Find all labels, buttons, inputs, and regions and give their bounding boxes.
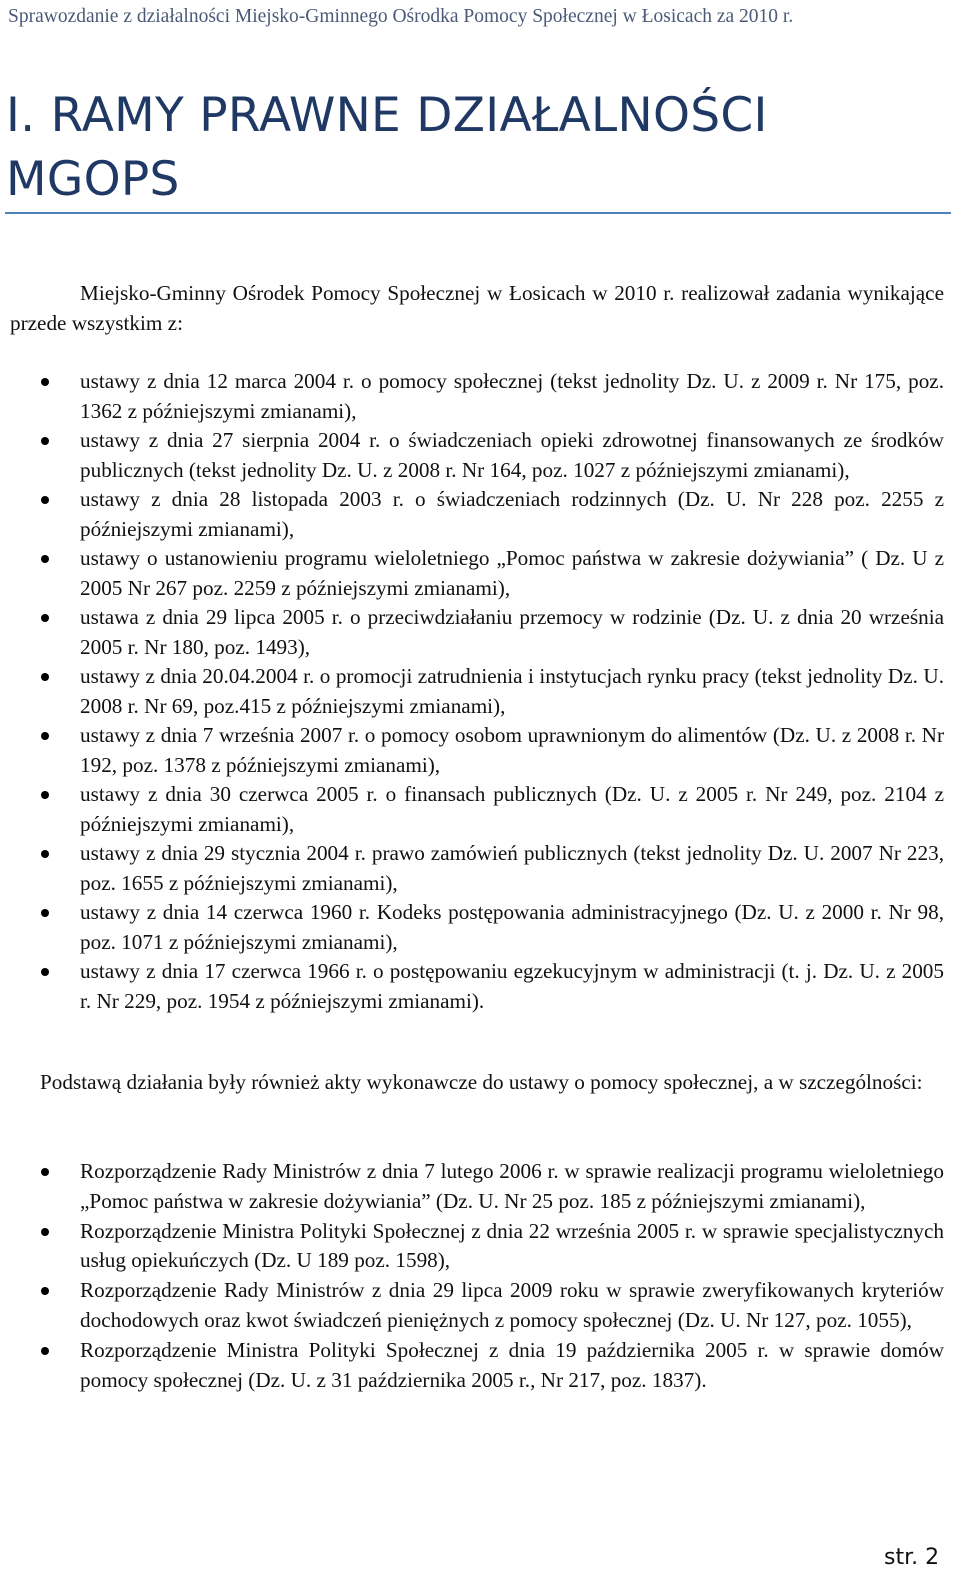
bullet-icon: [41, 1347, 49, 1355]
list-item-text: Rozporządzenie Rady Ministrów z dnia 29 lipca 2009 roku w sprawie zweryfikowanych kryteriów dochodowych oraz kwot świadczeń pieniężnych z pomocy społecznej (Dz. U. Nr 127, poz. 1055),: [80, 1278, 944, 1332]
list-item-text: ustawy z dnia 20.04.2004 r. o promocji zatrudnienia i instytucjach rynku pracy (tekst jednolity Dz. U. 2008 r. Nr 69, poz.415 z późniejszymi zmianami),: [80, 664, 944, 718]
list-item: [0, 1217, 944, 1277]
list-item-text: Rozporządzenie Rady Ministrów z dnia 7 lutego 2006 r. w sprawie realizacji programu wieloletniego „Pomoc państwa w zakresie dożywiania” (Dz. U. Nr 25 poz. 185 z późniejszymi zmianami),: [80, 1159, 944, 1213]
list-item: [0, 544, 944, 603]
list-item-text: ustawy z dnia 30 czerwca 2005 r. o finansach publicznych (Dz. U. z 2005 r. Nr 249, poz. 2104 z późniejszymi zmianami),: [80, 782, 944, 836]
bullet-icon: [41, 791, 49, 799]
list-item: [0, 780, 944, 839]
title-divider: [5, 212, 951, 214]
list-item-text: ustawy z dnia 12 marca 2004 r. o pomocy społecznej (tekst jednolity Dz. U. z 2009 r. Nr 175, poz. 1362 z późniejszymi zmianami),: [80, 369, 944, 423]
bullet-icon: [41, 732, 49, 740]
list-item: [0, 1336, 944, 1396]
list-item-text: Rozporządzenie Ministra Polityki Społecznej z dnia 22 września 2005 r. w sprawie specjalistycznych usług opiekuńczych (Dz. U 189 poz. 1598),: [80, 1218, 944, 1273]
list-item: [0, 839, 944, 898]
list-item-text: ustawy z dnia 17 czerwca 1966 r. o postępowaniu egzekucyjnym w administracji (t. j. Dz. U. z 2005 r. Nr 229, poz. 1954 z późniejszymi zmianami).: [80, 959, 944, 1013]
bullet-icon: [41, 673, 49, 681]
list-item-text: Rozporządzenie Ministra Polityki Społecznej z dnia 19 października 2005 r. w sprawie domów pomocy społecznej (Dz. U. z 31 października 2005 r., Nr 217, poz. 1837).: [80, 1337, 944, 1392]
list-item: [0, 1276, 944, 1336]
list-item-text: ustawy o ustanowieniu programu wieloletniego „Pomoc państwa w zakresie dożywiania” ( Dz. U z 2005 Nr 267 poz. 2259 z późniejszymi zmianami),: [80, 546, 944, 600]
bullet-icon: [41, 1228, 49, 1236]
bullet-icon: [41, 850, 49, 858]
list-item-text: ustawy z dnia 7 września 2007 r. o pomocy osobom uprawnionym do alimentów (Dz. U. z 2008 r. Nr 192, poz. 1378 z późniejszymi zmianami),: [80, 723, 944, 777]
list-item: [0, 898, 944, 957]
acts-paragraph: Podstawą działania były również akty wykonawcze do ustawy o pomocy społecznej, a w szczególności:: [40, 1070, 923, 1094]
bullet-icon: [41, 1168, 49, 1176]
bullet-icon: [41, 496, 49, 504]
page-header: Sprawozdanie z działalności Miejsko-Gminnego Ośrodka Pomocy Społecznej w Łosicach za 2010 r.: [8, 6, 794, 27]
bullet-icon: [41, 968, 49, 976]
bullet-icon: [41, 1287, 49, 1295]
bullet-icon: [41, 437, 49, 445]
regulations-list: [0, 1157, 944, 1395]
list-item: [0, 1157, 944, 1217]
list-item: [0, 426, 944, 485]
list-item-text: ustawa z dnia 29 lipca 2005 r. o przeciwdziałaniu przemocy w rodzinie (Dz. U. z dnia 20 września 2005 r. Nr 180, poz. 1493),: [80, 605, 944, 659]
bullet-icon: [41, 614, 49, 622]
bullet-icon: [41, 378, 49, 386]
laws-list: [0, 367, 944, 1016]
list-item: [0, 367, 944, 426]
list-item: [0, 662, 944, 721]
bullet-icon: [41, 555, 49, 563]
list-item: [0, 603, 944, 662]
list-item-text: ustawy z dnia 27 sierpnia 2004 r. o świadczeniach opieki zdrowotnej finansowanych ze środków publicznych (tekst jednolity Dz. U. z 2008 r. Nr 164, poz. 1027 z późniejszymi zmianami),: [80, 428, 944, 482]
list-item: [0, 957, 944, 1016]
intro-paragraph: Miejsko-Gminny Ośrodek Pomocy Społecznej w Łosicach w 2010 r. realizował zadania wynikające przede wszystkim z:: [10, 281, 944, 335]
list-item-text: ustawy z dnia 29 stycznia 2004 r. prawo zamówień publicznych (tekst jednolity Dz. U. 2007 Nr 223, poz. 1655 z późniejszymi zmianami),: [80, 841, 944, 895]
bullet-icon: [41, 909, 49, 917]
list-item: [0, 721, 944, 780]
list-item-text: ustawy z dnia 28 listopada 2003 r. o świadczeniach rodzinnych (Dz. U. Nr 228 poz. 2255 z późniejszymi zmianami),: [80, 487, 944, 541]
list-item-text: ustawy z dnia 14 czerwca 1960 r. Kodeks postępowania administracyjnego (Dz. U. z 2000 r. Nr 98, poz. 1071 z późniejszymi zmianami),: [80, 900, 944, 954]
page-number: str. 2: [884, 1545, 940, 1570]
section-title: I. RAMY PRAWNE DZIAŁALNOŚCI MGOPS: [6, 88, 768, 207]
list-item: [0, 485, 944, 544]
